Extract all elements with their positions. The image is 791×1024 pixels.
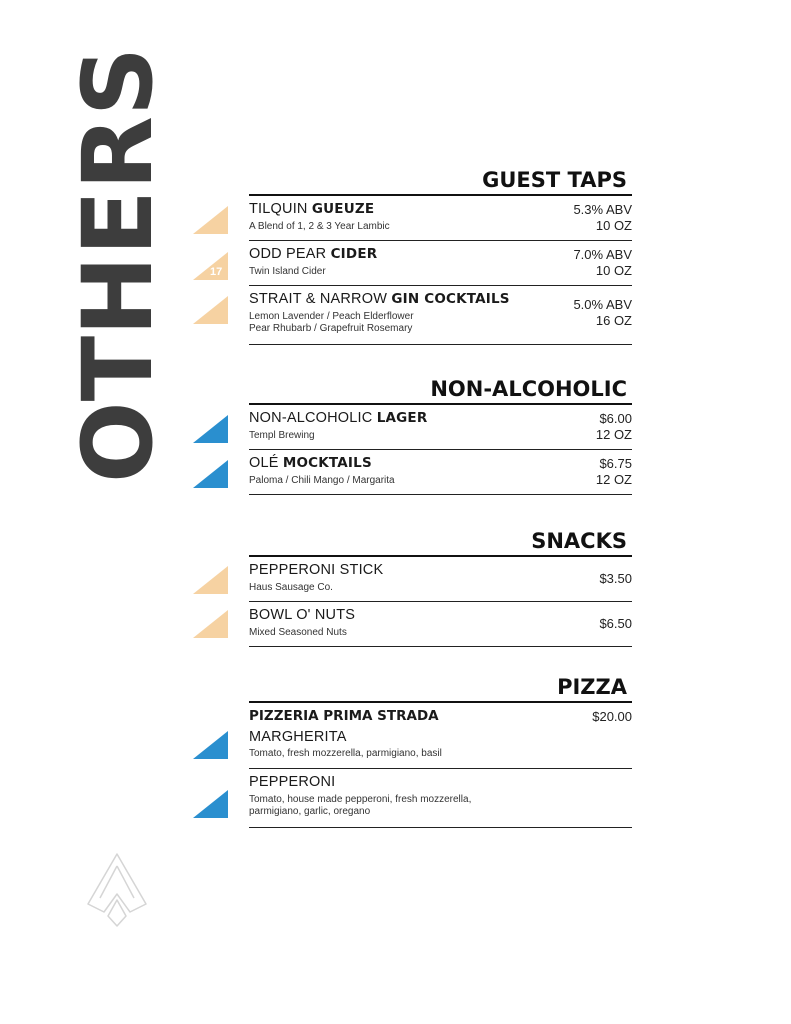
item-abv: 7.0% ABV [573, 247, 632, 262]
item-size: 10 OZ [595, 218, 632, 233]
item-description-line: Tomato, house made pepperoni, fresh mozzerella, [249, 794, 472, 805]
peach-triangle-icon [193, 566, 228, 594]
page-number: 17 [210, 266, 223, 278]
list-item [249, 602, 632, 647]
item-description-line: Lemon Lavender / Peach Elderflower [249, 311, 414, 322]
item-description [249, 794, 632, 818]
item-name: MARGHERITA [249, 729, 347, 745]
item-name: OLÉ MOCKTAILS [249, 455, 372, 471]
blue-triangle-icon [193, 790, 228, 818]
item-size: 12 OZ [595, 427, 632, 442]
peach-triangle-icon [193, 296, 228, 324]
item-name: PEPPERONI [249, 774, 336, 790]
list-item [249, 703, 632, 769]
item-details [596, 456, 632, 488]
item-name: TILQUIN GUEUZE [249, 201, 375, 217]
list-item [249, 286, 632, 345]
section-non-alcoholic [249, 377, 632, 495]
item-description: Tomato, fresh mozzerella, parmigiano, basil [249, 748, 442, 759]
item-price: $6.50 [599, 616, 632, 631]
list-item [249, 196, 632, 241]
item-abv: 5.3% ABV [573, 202, 632, 217]
item-size: 16 OZ [595, 313, 632, 328]
item-description: A Blend of 1, 2 & 3 Year Lambic [249, 221, 390, 232]
list-item [249, 405, 632, 450]
blue-triangle-icon [193, 460, 228, 488]
item-details [596, 411, 632, 443]
item-name: NON-ALCOHOLIC LAGER [249, 410, 428, 426]
item-price: $6.75 [599, 456, 632, 471]
item-description-line: Pear Rhubarb / Grapefruit Rosemary [249, 323, 413, 334]
blue-triangle-icon [193, 415, 228, 443]
item-size: 10 OZ [595, 263, 632, 278]
section-snacks [249, 529, 632, 647]
item-price: $20.00 [592, 709, 632, 724]
section-title: NON-ALCOHOLIC [430, 377, 627, 401]
list-item [249, 769, 632, 828]
item-details [573, 297, 632, 329]
item-details [573, 247, 632, 279]
section-title: PIZZA [557, 675, 627, 699]
item-abv: 5.0% ABV [573, 297, 632, 312]
item-description-line: parmigiano, garlic, oregano [249, 806, 371, 817]
page-title: OTHERS [62, 46, 174, 484]
item-description: Templ Brewing [249, 430, 315, 441]
peach-triangle-icon [193, 610, 228, 638]
item-description: Haus Sausage Co. [249, 582, 333, 593]
section-title: SNACKS [531, 529, 627, 553]
list-item [249, 241, 632, 286]
item-description: Paloma / Chili Mango / Margarita [249, 475, 395, 486]
list-item [249, 557, 632, 602]
item-price: $3.50 [599, 571, 632, 586]
item-name: PEPPERONI STICK [249, 562, 384, 578]
blue-triangle-icon [193, 731, 228, 759]
peach-triangle-icon [193, 206, 228, 234]
item-description: Twin Island Cider [249, 266, 326, 277]
item-name: ODD PEAR CIDER [249, 246, 378, 262]
item-details [573, 202, 632, 234]
pizza-vendor: PIZZERIA PRIMA STRADA [249, 708, 439, 724]
brand-logo-icon [86, 852, 148, 928]
item-price: $6.00 [599, 411, 632, 426]
item-size: 12 OZ [595, 472, 632, 487]
section-title: GUEST TAPS [482, 168, 627, 192]
item-description: Mixed Seasoned Nuts [249, 627, 347, 638]
section-guest-taps [249, 168, 632, 345]
item-name: BOWL O' NUTS [249, 607, 356, 623]
section-pizza [249, 675, 632, 828]
list-item [249, 450, 632, 495]
item-name: STRAIT & NARROW GIN COCKTAILS [249, 291, 510, 307]
